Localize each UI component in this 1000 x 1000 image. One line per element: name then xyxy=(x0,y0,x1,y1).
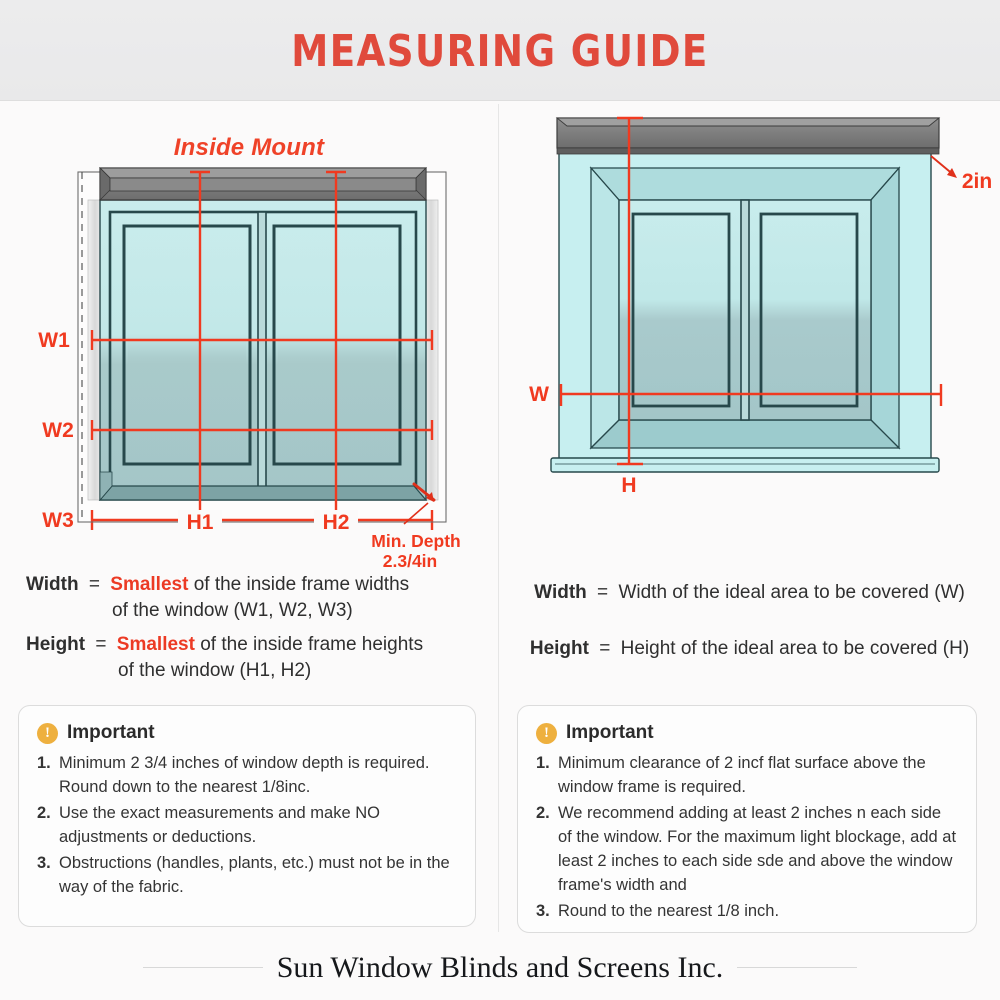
warning-icon: ! xyxy=(536,723,557,744)
formula-width-label: Width xyxy=(26,574,79,595)
inside-mount-formulas xyxy=(0,572,524,684)
formula-height-label: Height xyxy=(529,638,589,659)
formula-width-rest: Width of the ideal area to be covered (W) xyxy=(618,582,965,603)
list-item-text: Use the exact measurements and make NO adjustments or deductions. xyxy=(59,804,380,846)
important-list xyxy=(536,751,958,923)
list-item xyxy=(37,751,457,799)
formula-height-highlight: Smallest xyxy=(116,634,195,655)
formula-width-label: Width xyxy=(534,582,587,603)
formula-height-rest: of the inside frame heights xyxy=(200,634,424,655)
formula-height-line2: of the window (H1, H2) xyxy=(118,660,312,681)
formula-width-eq: = xyxy=(88,574,100,595)
list-item xyxy=(536,751,958,799)
formula-width xyxy=(499,580,1000,606)
formula-width xyxy=(26,572,524,624)
label-w3: W3 xyxy=(42,509,74,532)
page-header xyxy=(0,0,1000,101)
company-name: Sun Window Blinds and Screens Inc. xyxy=(276,950,724,984)
formula-width-eq: = xyxy=(597,582,609,603)
important-title: Important xyxy=(566,722,654,743)
formula-height-rest: Height of the ideal area to be covered (H) xyxy=(620,638,970,659)
list-item xyxy=(536,899,958,923)
list-item xyxy=(37,801,457,849)
list-item-number: 2. xyxy=(37,804,51,822)
inside-mount-column xyxy=(0,100,498,935)
outside-mount-important-card xyxy=(517,705,977,933)
important-header xyxy=(37,722,457,744)
list-item-number: 3. xyxy=(37,854,51,872)
formula-height xyxy=(26,632,524,684)
list-item xyxy=(37,851,457,899)
inside-mount-important-card xyxy=(18,705,476,927)
formula-width-highlight: Smallest xyxy=(110,574,189,595)
label-min-depth-line2: 2.3/4in xyxy=(382,551,438,570)
inside-mount-title: Inside Mount xyxy=(173,134,325,161)
label-h1: H1 xyxy=(186,511,214,534)
list-item-text: Obstructions (handles, plants, etc.) must not be in the way of the fabric. xyxy=(59,854,450,896)
formula-width-rest: of the inside frame widths xyxy=(193,574,410,595)
outside-mount-formulas xyxy=(499,580,1000,662)
page-footer xyxy=(0,935,1000,1000)
list-item-text: Round to the nearest 1/8 inch. xyxy=(558,902,780,920)
important-header xyxy=(536,722,958,744)
label-h: H xyxy=(621,474,637,497)
outside-mount-column xyxy=(499,100,1000,935)
label-w: W xyxy=(529,383,549,406)
label-h2: H2 xyxy=(322,511,350,534)
warning-icon: ! xyxy=(37,723,58,744)
formula-height-eq: = xyxy=(95,634,107,655)
list-item-number: 1. xyxy=(536,754,550,772)
important-title: Important xyxy=(67,722,155,743)
label-clearance: 2in xyxy=(961,170,993,193)
list-item-text: We recommend adding at least 2 inches n each side of the window. For the maximum light blockage, add at least 2 inches to each side sde and above the window frame's width and xyxy=(558,804,957,894)
formula-width-line2: of the window (W1, W2, W3) xyxy=(112,600,353,621)
list-item-text: Minimum clearance of 2 incf flat surface above the window frame is required. xyxy=(558,754,926,796)
inside-mount-diagram xyxy=(0,100,498,570)
list-item-number: 1. xyxy=(37,754,51,772)
list-item-number: 3. xyxy=(536,902,550,920)
label-w1: W1 xyxy=(38,329,70,352)
important-list xyxy=(37,751,457,899)
list-item-number: 2. xyxy=(536,804,550,822)
formula-height xyxy=(499,636,1000,662)
footer-rule-right xyxy=(737,967,857,968)
formula-height-label: Height xyxy=(26,634,86,655)
label-min-depth-line1: Min. Depth xyxy=(371,531,461,551)
formula-height-eq: = xyxy=(599,638,611,659)
page-title: MEASURING GUIDE xyxy=(291,26,709,77)
list-item-text: Minimum 2 3/4 inches of window depth is required. Round down to the nearest 1/8inc. xyxy=(59,754,430,796)
outside-mount-diagram xyxy=(499,100,1000,570)
footer-rule-left xyxy=(143,967,263,968)
label-w2: W2 xyxy=(42,419,74,442)
list-item xyxy=(536,801,958,897)
